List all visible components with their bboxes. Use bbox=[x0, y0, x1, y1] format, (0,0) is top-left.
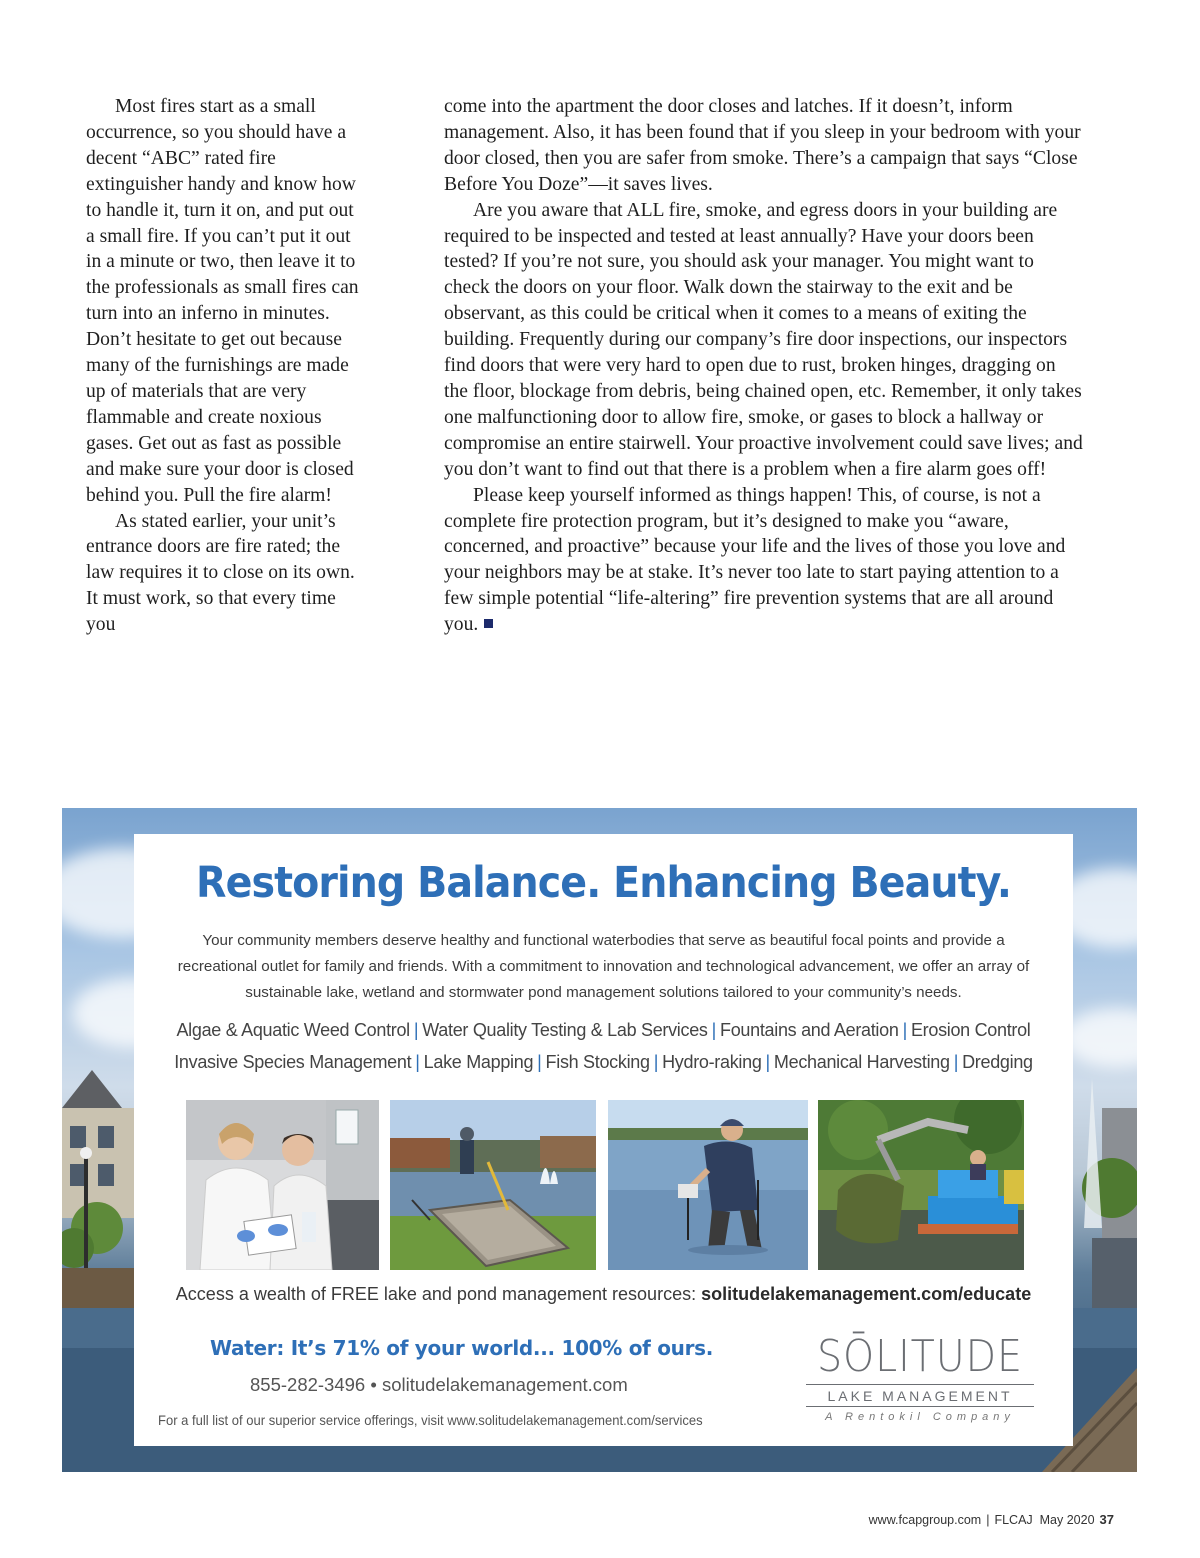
service-separator: | bbox=[413, 1020, 419, 1040]
ad-tagline: Water: It’s 71% of your world... 100% of ours. bbox=[210, 1336, 714, 1360]
service-separator: | bbox=[902, 1020, 907, 1040]
services-line-1 bbox=[134, 1020, 1073, 1041]
article-paragraph-text: Please keep yourself informed as things happen! This, of course, is not a complete fire protection program, but it’s designed to make you “aware, concerned, and proactive” because your life and the lives of those you love and your neighbors may be at stake. It’s never too late to start paying attention to a few simple potential “life-altering” fire prevention systems that are all around you. bbox=[444, 484, 1066, 636]
service-item: Algae & Aquatic Weed Control bbox=[176, 1020, 410, 1040]
article-paragraph-last bbox=[444, 483, 1084, 638]
service-item: Erosion Control bbox=[910, 1020, 1031, 1040]
resources-link[interactable]: solitudelakemanagement.com/educate bbox=[701, 1284, 1032, 1304]
solitude-logo bbox=[802, 1332, 1038, 1432]
resources-text: Access a wealth of FREE lake and pond management resources: bbox=[175, 1284, 697, 1304]
ad-contact: 855-282-3496 • solitudelakemanagement.com bbox=[250, 1374, 628, 1395]
logo-subtitle: LAKE MANAGEMENT bbox=[806, 1384, 1034, 1407]
service-separator: | bbox=[953, 1052, 959, 1072]
photo-aquatic-harvester bbox=[818, 1100, 1024, 1270]
footer-site: www.fcapgroup.com bbox=[868, 1513, 982, 1527]
article-paragraph: As stated earlier, your unit’s entrance doors are fire rated; the law requires it to close on its own. It must work, so that every time you bbox=[86, 510, 355, 636]
photo-lab-technicians bbox=[186, 1100, 379, 1270]
footer-separator: | bbox=[986, 1513, 990, 1527]
service-item: Fish Stocking bbox=[545, 1052, 650, 1072]
photo-boat-by-pond bbox=[390, 1100, 596, 1270]
service-separator: | bbox=[537, 1052, 542, 1072]
ad-services-note: For a full list of our superior service offerings, visit www.solitudelakemanagement.com/services bbox=[158, 1412, 703, 1428]
article-right-column bbox=[444, 94, 1084, 638]
footer-issue: May 2020 bbox=[1039, 1513, 1095, 1527]
ad-intro: Your community members deserve healthy and functional waterbodies that serve as beautiful focal points and provide a recreational outlet for family and friends. With a commitment to innovation and technological advancement, we offer an array of sustainable lake, wetland and stormwater pond management solutions tailored to your community’s needs. bbox=[177, 932, 1030, 1001]
service-item: Hydro-raking bbox=[662, 1052, 762, 1072]
ad-headline: Restoring Balance. Enhancing Beauty. bbox=[196, 858, 1011, 908]
ad-panel bbox=[134, 834, 1073, 1446]
service-item: Lake Mapping bbox=[423, 1052, 534, 1072]
resources-line bbox=[134, 1284, 1073, 1305]
logo-parent-company: A Rentokil Company bbox=[825, 1411, 1015, 1423]
service-item: Mechanical Harvesting bbox=[773, 1052, 950, 1072]
service-separator: | bbox=[711, 1020, 717, 1040]
logo-wordmark: SŌLITUDE bbox=[817, 1331, 1023, 1382]
page-footer bbox=[869, 1512, 1114, 1527]
service-item: Invasive Species Management bbox=[174, 1052, 412, 1072]
service-item: Dredging bbox=[962, 1052, 1033, 1072]
footer-publication: FLCAJ bbox=[994, 1513, 1033, 1527]
service-separator: | bbox=[653, 1052, 659, 1072]
service-separator: | bbox=[765, 1052, 770, 1072]
services-line-2 bbox=[134, 1052, 1073, 1073]
service-item: Water Quality Testing & Lab Services bbox=[422, 1020, 708, 1040]
article-paragraph: Are you aware that ALL fire, smoke, and egress doors in your building are required to be inspected and tested at least annually? Have your doors been tested? If you’re not sure, you should ask your manager. You might want to check the doors on your floor. Walk down the stairway to the exit and be observant, as this could be critical when it comes to a means of exiting the building. Frequently during our company’s fire door inspections, our inspectors find doors that were very hard to open due to rust, broken hinges, dragging on the floor, blockage from debris, being chained open, etc. Remember, it only takes one malfunctioning door to allow fire, smoke, or gases to block a hallway or compromise an entire stairwell. Your proactive involvement could save lives; and you don’t want to find out that there is a problem when a fire alarm goes off! bbox=[444, 199, 1083, 480]
page-number: 37 bbox=[1099, 1512, 1114, 1527]
service-item: Fountains and Aeration bbox=[720, 1020, 899, 1040]
article-paragraph: come into the apartment the door closes and latches. If it doesn’t, inform management. Also, it has been found that if you sleep in your bedroom with your door closed, then you are safer from smoke. There’s a campaign that says “Close Before You Doze”—it saves lives. bbox=[444, 96, 1081, 195]
article-paragraph: Most fires start as a small occurrence, so you should have a decent “ABC” rated fire extinguisher handy and know how to handle it, turn it on, and put out a small fire. If you can’t put it out in a minute or two, then leave it to the professionals as small fires can turn into an inferno in minutes. Don’t hesitate to get out because many of the furnishings are made up of materials that are very flammable and create noxious gases. Get out as fast as possible and make sure your door is closed behind you. Pull the fire alarm! bbox=[86, 96, 359, 506]
photo-water-sampling bbox=[608, 1100, 808, 1270]
advertisement bbox=[62, 808, 1137, 1472]
article-left-column bbox=[86, 94, 366, 638]
service-separator: | bbox=[415, 1052, 420, 1072]
article-end-mark bbox=[484, 619, 493, 628]
